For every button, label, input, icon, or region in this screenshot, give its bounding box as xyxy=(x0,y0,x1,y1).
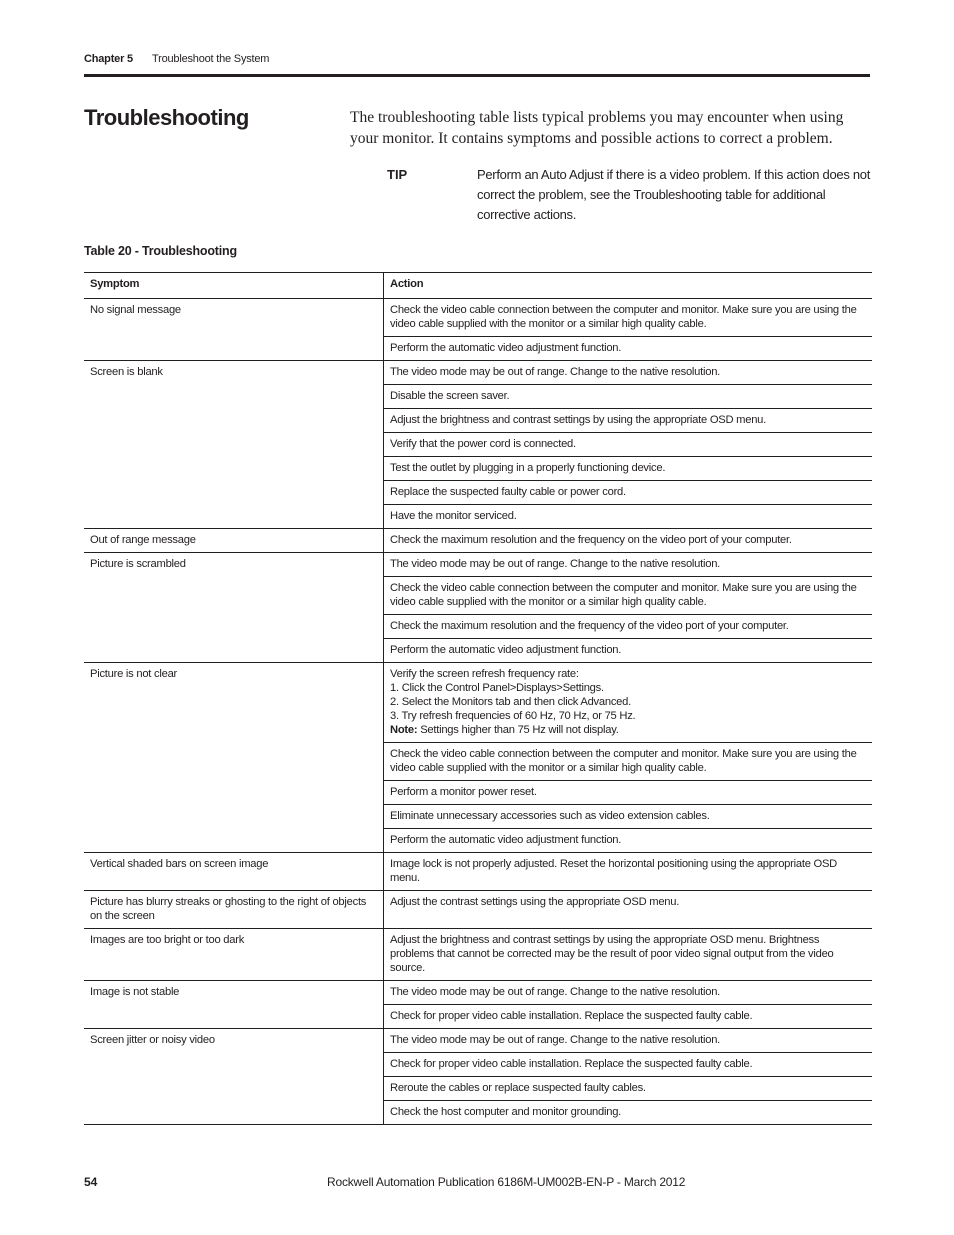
action-cell: The video mode may be out of range. Change to the native resolution. xyxy=(384,1029,873,1053)
action-cell: Adjust the contrast settings using the appropriate OSD menu. xyxy=(384,891,873,929)
note-label: Note: xyxy=(390,724,418,736)
chapter-title: Troubleshoot the System xyxy=(152,53,270,65)
action-cell: Perform a monitor power reset. xyxy=(384,781,873,805)
action-cell: Disable the screen saver. xyxy=(384,385,873,409)
table-header-row xyxy=(84,273,872,299)
action-cell: Replace the suspected faulty cable or power cord. xyxy=(384,481,873,505)
table-row xyxy=(84,929,872,981)
table-caption: Table 20 - Troubleshooting xyxy=(84,244,237,258)
tip-label: TIP xyxy=(387,167,408,182)
symptom-cell: Picture has blurry streaks or ghosting to the right of objects on the screen xyxy=(84,891,384,929)
action-note xyxy=(390,723,866,737)
publication-info: Rockwell Automation Publication 6186M-UM002B-EN-P - March 2012 xyxy=(327,1175,686,1189)
action-step-line: 1. Click the Control Panel>Displays>Settings. xyxy=(390,682,604,694)
column-header-symptom: Symptom xyxy=(84,273,384,299)
header-divider xyxy=(84,74,870,77)
action-cell: Have the monitor serviced. xyxy=(384,505,873,529)
symptom-cell: Out of range message xyxy=(84,529,384,553)
troubleshooting-table xyxy=(84,272,872,1125)
action-cell: Perform the automatic video adjustment function. xyxy=(384,829,873,853)
action-cell: Adjust the brightness and contrast settings by using the appropriate OSD menu. xyxy=(384,409,873,433)
action-cell: Check the maximum resolution and the frequency on the video port of your computer. xyxy=(384,529,873,553)
table-row xyxy=(84,299,872,337)
table-row xyxy=(84,853,872,891)
action-cell: Check the video cable connection between the computer and monitor. Make sure you are using the video cable supplied with the monitor or a similar high quality cable. xyxy=(384,299,873,337)
table-row xyxy=(84,663,872,743)
table-body xyxy=(84,299,872,1125)
tip-text: Perform an Auto Adjust if there is a video problem. If this action does not correct the problem, see the Troubleshooting table for additional corrective actions. xyxy=(477,167,871,222)
table-row xyxy=(84,891,872,929)
action-cell: Check the video cable connection between the computer and monitor. Make sure you are using the video cable supplied with the monitor or a similar high quality cable. xyxy=(384,577,873,615)
section-title: Troubleshooting xyxy=(84,105,249,130)
action-step-line: 3. Try refresh frequencies of 60 Hz, 70 Hz, or 75 Hz. xyxy=(390,710,636,722)
action-cell: Perform the automatic video adjustment function. xyxy=(384,639,873,663)
table-row xyxy=(84,981,872,1005)
symptom-cell: Image is not stable xyxy=(84,981,384,1029)
action-cell: Check for proper video cable installation. Replace the suspected faulty cable. xyxy=(384,1005,873,1029)
action-step-line: 2. Select the Monitors tab and then click Advanced. xyxy=(390,696,631,708)
table-row xyxy=(84,529,872,553)
symptom-cell: Screen is blank xyxy=(84,361,384,529)
action-cell: Test the outlet by plugging in a properly functioning device. xyxy=(384,457,873,481)
action-cell: Check for proper video cable installation. Replace the suspected faulty cable. xyxy=(384,1053,873,1077)
action-cell: The video mode may be out of range. Change to the native resolution. xyxy=(384,981,873,1005)
symptom-cell: Vertical shaded bars on screen image xyxy=(84,853,384,891)
symptom-cell: Images are too bright or too dark xyxy=(84,929,384,981)
action-cell xyxy=(384,663,873,743)
symptom-cell: Screen jitter or noisy video xyxy=(84,1029,384,1125)
action-cell: Adjust the brightness and contrast settings by using the appropriate OSD menu. Brightness problems that cannot be corrected may be the result of poor video signal output from the video source. xyxy=(384,929,873,981)
action-cell: Perform the automatic video adjustment function. xyxy=(384,337,873,361)
action-cell: Check the maximum resolution and the frequency of the video port of your computer. xyxy=(384,615,873,639)
column-header-action: Action xyxy=(384,273,873,299)
symptom-cell: No signal message xyxy=(84,299,384,361)
chapter-label: Chapter 5 xyxy=(84,53,133,65)
note-text: Settings higher than 75 Hz will not display. xyxy=(417,724,619,736)
action-intro-line: Verify the screen refresh frequency rate: xyxy=(390,668,579,680)
table-row xyxy=(84,361,872,385)
action-cell: Check the host computer and monitor grounding. xyxy=(384,1101,873,1125)
action-cell: Reroute the cables or replace suspected faulty cables. xyxy=(384,1077,873,1101)
table-row xyxy=(84,553,872,577)
action-cell: The video mode may be out of range. Change to the native resolution. xyxy=(384,553,873,577)
intro-paragraph: The troubleshooting table lists typical problems you may encounter when using your monitor. It contains symptoms and possible actions to correct a problem. xyxy=(350,109,844,147)
symptom-cell: Picture is scrambled xyxy=(84,553,384,663)
action-cell: Verify that the power cord is connected. xyxy=(384,433,873,457)
page-number: 54 xyxy=(84,1175,98,1189)
action-cell: Eliminate unnecessary accessories such as video extension cables. xyxy=(384,805,873,829)
symptom-cell: Picture is not clear xyxy=(84,663,384,853)
action-cell: Check the video cable connection between the computer and monitor. Make sure you are using the video cable supplied with the monitor or a similar high quality cable. xyxy=(384,743,873,781)
action-cell: Image lock is not properly adjusted. Reset the horizontal positioning using the appropriate OSD menu. xyxy=(384,853,873,891)
table-row xyxy=(84,1029,872,1053)
action-cell: The video mode may be out of range. Change to the native resolution. xyxy=(384,361,873,385)
running-header xyxy=(84,53,269,65)
